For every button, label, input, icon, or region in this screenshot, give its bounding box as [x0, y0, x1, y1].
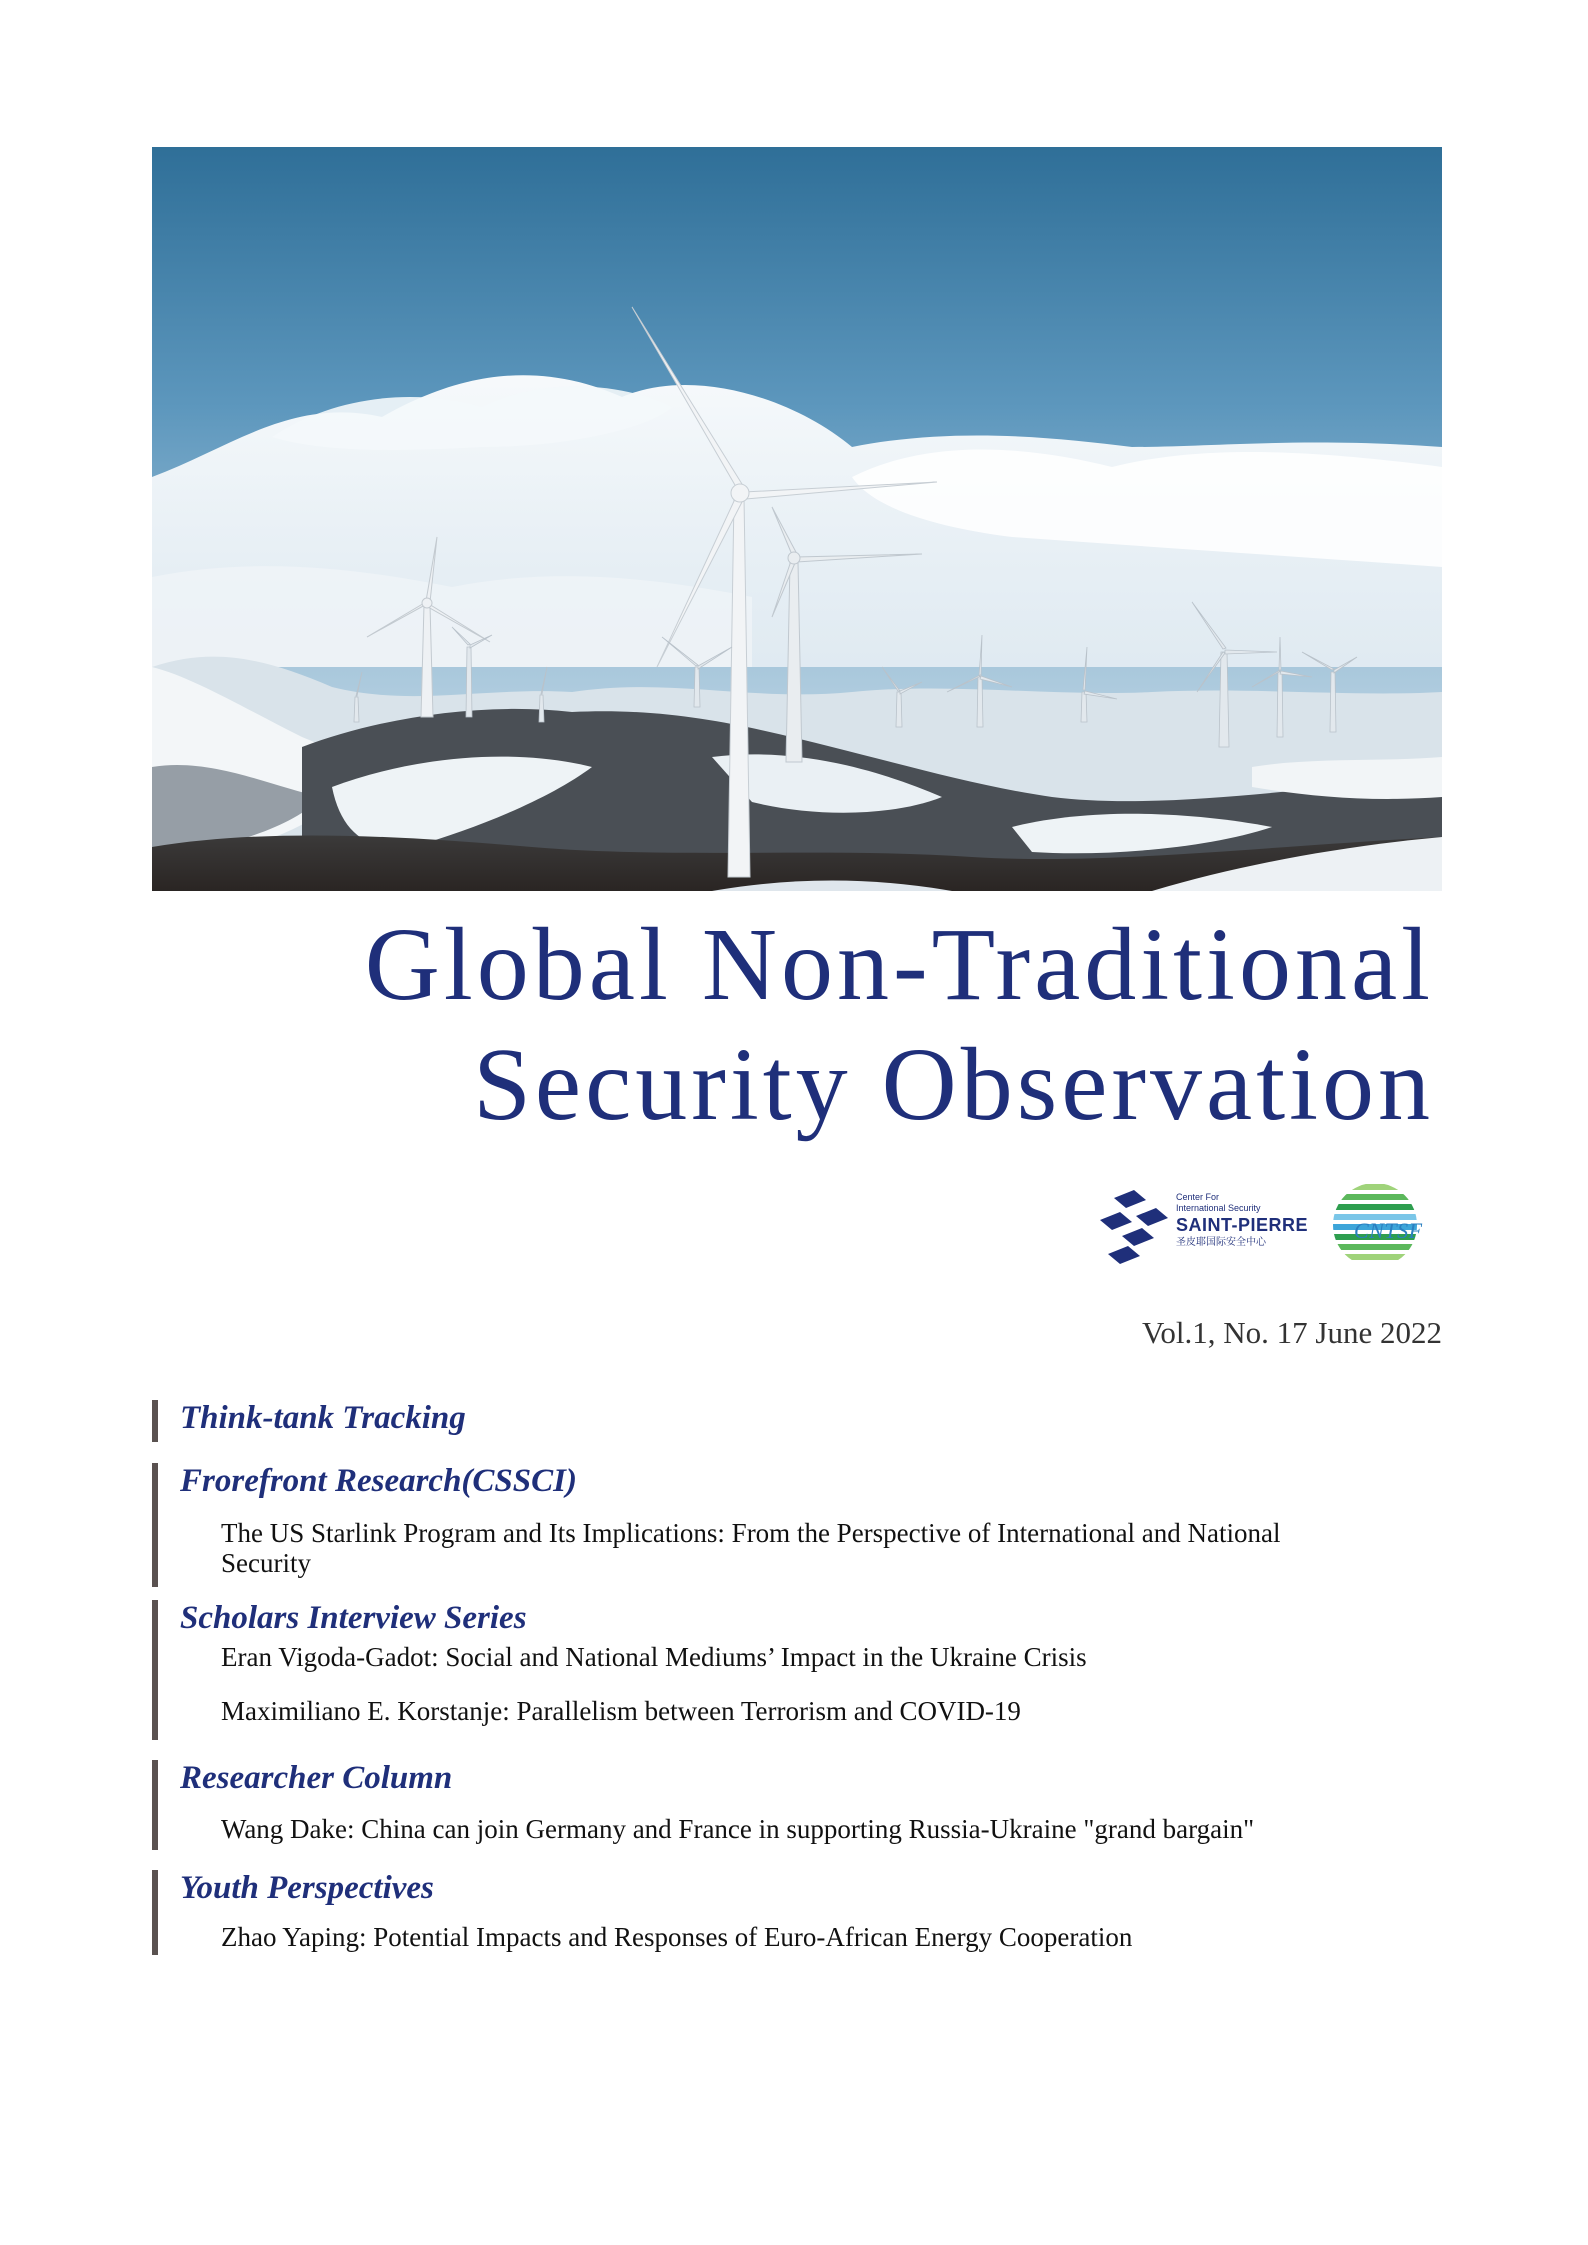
- logo-line-international-security: International Security: [1176, 1203, 1261, 1213]
- issue-info: Vol.1, No. 17 June 2022: [1142, 1315, 1442, 1350]
- toc-entry-zhao-yaping: Zhao Yaping: Potential Impacts and Responses of Euro-African Energy Cooperation: [221, 1922, 1133, 1952]
- section-heading-scholars: Scholars Interview Series: [180, 1600, 527, 1636]
- saint-pierre-logo: [1100, 1188, 1320, 1268]
- publisher-logos: [1100, 1180, 1445, 1280]
- logo-chinese-name: 圣皮耶国际安全中心: [1176, 1237, 1266, 1248]
- title-line-1: Global Non-Traditional: [364, 907, 1434, 1022]
- toc-entry-wang-dake: Wang Dake: China can join Germany and France in supporting Russia-Ukraine "grand bargain": [221, 1814, 1255, 1844]
- section-scholars: [152, 1600, 1442, 1740]
- toc-entry-vigoda-gadot: Eran Vigoda-Gadot: Social and National Mediums’ Impact in the Ukraine Crisis: [221, 1642, 1087, 1672]
- toc-entry-starlink: The US Starlink Program and Its Implications: From the Perspective of International and National Security: [221, 1518, 1281, 1578]
- section-heading-forefront: Frorefront Research(CSSCI): [180, 1463, 577, 1499]
- saint-pierre-mark-icon: [1100, 1190, 1170, 1264]
- cntsf-logo: [1330, 1180, 1445, 1275]
- section-heading-youth: Youth Perspectives: [180, 1870, 434, 1906]
- cover-photo: [152, 147, 1442, 891]
- logo-name-saint-pierre: SAINT-PIERRE: [1176, 1215, 1309, 1235]
- section-forefront: [152, 1463, 1442, 1587]
- logo-line-center-for: Center For: [1176, 1192, 1220, 1202]
- section-heading-researcher: Researcher Column: [180, 1760, 453, 1796]
- publication-title: [152, 905, 1434, 1145]
- title-line-2: Security Observation: [473, 1027, 1434, 1142]
- toc-entry-korstanje: Maximiliano E. Korstanje: Parallelism between Terrorism and COVID-19: [221, 1696, 1021, 1726]
- cntsf-wordmark: CNTSF: [1354, 1218, 1423, 1243]
- section-think-tank: [152, 1400, 1442, 1442]
- section-youth: [152, 1870, 1442, 1955]
- section-researcher: [152, 1760, 1442, 1850]
- wind-turbines-photo: [152, 147, 1442, 891]
- section-heading-think-tank: Think-tank Tracking: [180, 1400, 466, 1436]
